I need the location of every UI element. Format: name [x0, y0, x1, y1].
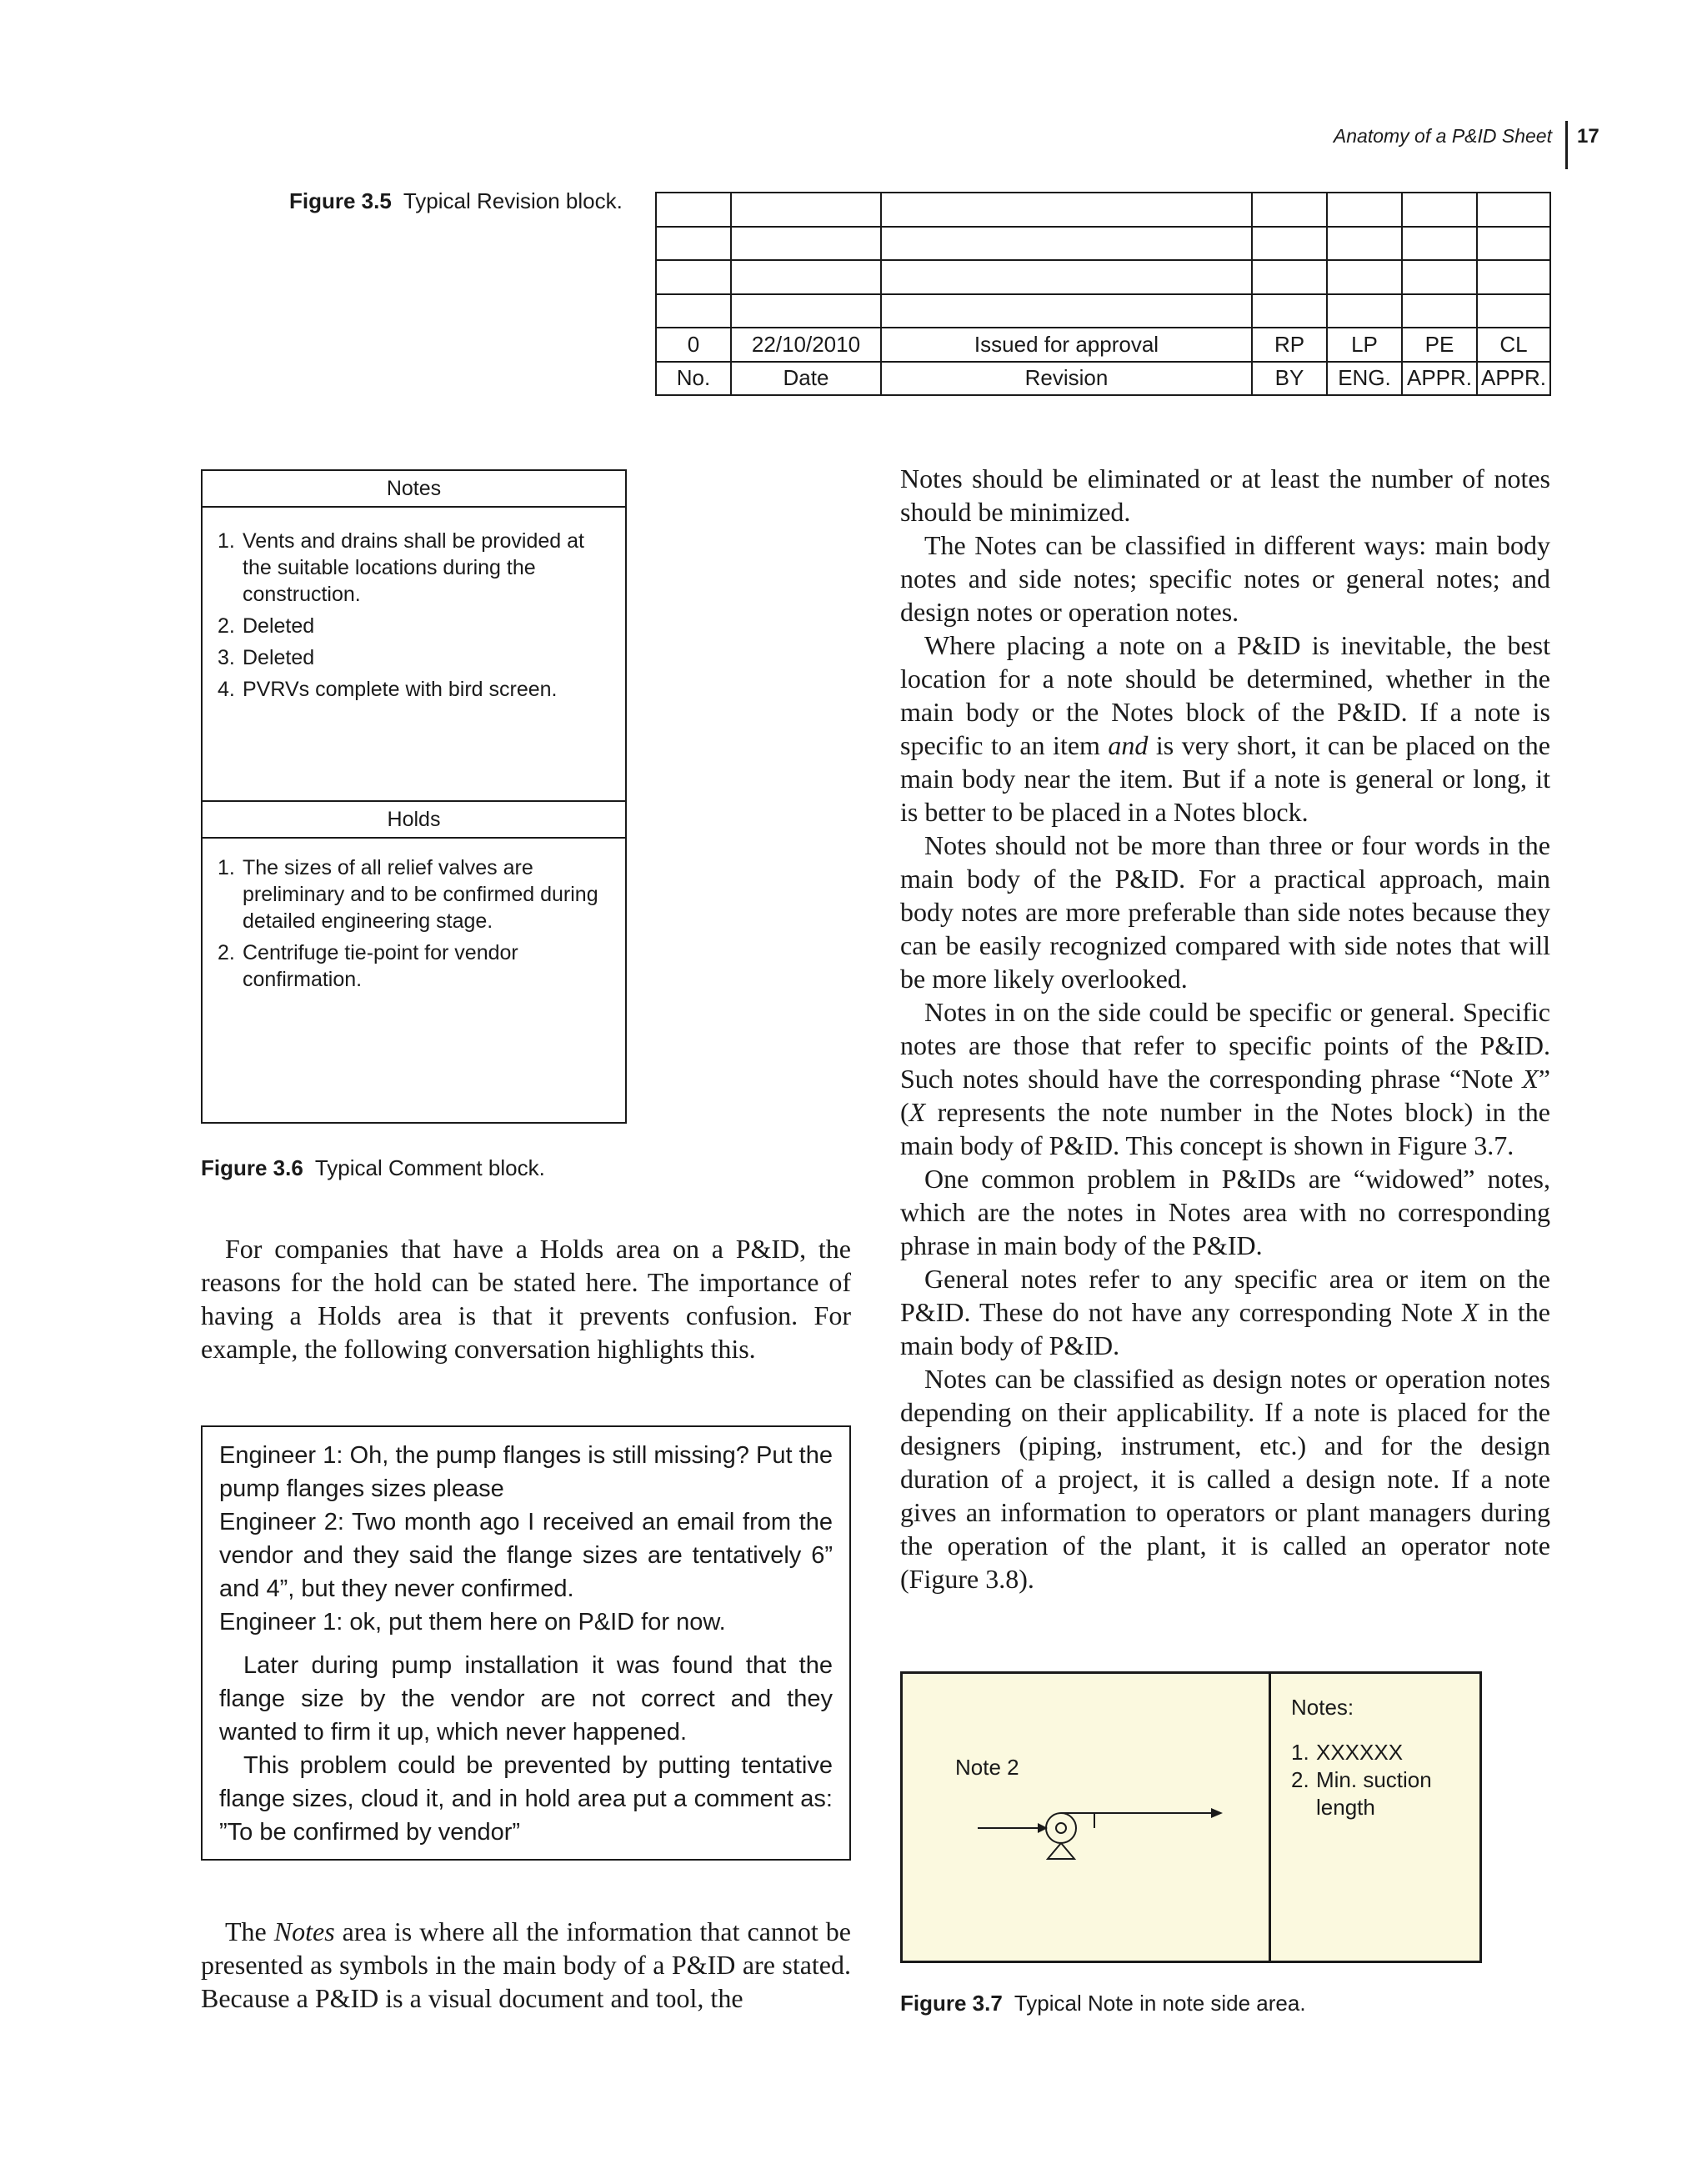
revision-cell: RP	[1252, 328, 1327, 362]
figure-3-5-caption-text: Typical Revision block.	[403, 188, 623, 213]
revision-cell	[1477, 193, 1550, 227]
revision-cell	[731, 193, 881, 227]
right-para-5-b: ” (	[900, 1064, 1550, 1127]
hold-item-text: Centrifuge tie-point for vendor confirmation.	[243, 941, 518, 991]
revision-cell: Date	[731, 362, 881, 396]
figure-3-6-caption	[201, 1155, 545, 1181]
note-side-figure	[900, 1671, 1482, 1963]
revision-cell: ENG.	[1327, 362, 1402, 396]
conversation-box	[201, 1425, 851, 1861]
right-para-3-em: and	[1108, 730, 1149, 760]
conversation-line-2: Engineer 2: Two month ago I received an email from the vendor and they said the flange sizes are tentatively 6” and 4”, but they never confirmed.	[219, 1509, 833, 1602]
side-notes-title: Notes:	[1291, 1695, 1354, 1720]
right-para-3-a: Where placing a note on a P&ID is inevitable, the best location for a note should be determined, whether in the main body or the Notes block of the P&ID. If a note is specific to an item	[900, 630, 1550, 760]
revision-cell	[656, 193, 731, 227]
revision-cell	[1477, 260, 1550, 294]
note-item-number: 3.	[218, 646, 235, 669]
side-note-item-text: Min. suction length	[1316, 1767, 1432, 1820]
hold-item-number: 2.	[218, 941, 235, 964]
conversation-line-1: Engineer 1: Oh, the pump flanges is still missing? Put the pump flanges sizes please	[219, 1442, 833, 1502]
discharge-arrowhead-icon	[1211, 1808, 1223, 1818]
revision-cell	[1252, 294, 1327, 328]
holds-header: Holds	[203, 802, 625, 839]
right-para-1: Notes should be eliminated or at least the number of notes should be minimized.	[900, 463, 1550, 527]
comment-block	[201, 469, 627, 1124]
note-item-number: 4.	[218, 678, 235, 701]
revision-cell: Issued for approval	[881, 328, 1252, 362]
revision-cell: BY	[1252, 362, 1327, 396]
revision-cell: No.	[656, 362, 731, 396]
right-para-5-a: Notes in on the side could be specific or general. Specific notes are those that refer to specific points of the P&ID. Such notes should have the corresponding phrase “Note	[900, 997, 1550, 1094]
revision-cell	[1477, 294, 1550, 328]
side-note-item-number: 1.	[1291, 1740, 1309, 1765]
revision-cell: 22/10/2010	[731, 328, 881, 362]
note-2-label: Note 2	[955, 1755, 1019, 1780]
right-para-6: One common problem in P&IDs are “widowed” notes, which are the notes in Notes area with no corresponding phrase in main body of the P&ID.	[900, 1164, 1550, 1260]
conversation-para-2: This problem could be prevented by putting tentative flange sizes, cloud it, and in hold area put a comment as: ”To be confirmed by vendor”	[219, 1752, 833, 1846]
pump-base	[1048, 1843, 1074, 1859]
right-para-5-c: represents the note number in the Notes block) in the main body of P&ID. This concept is shown in Figure 3.7.	[900, 1097, 1550, 1160]
revision-cell: CL	[1477, 328, 1550, 362]
right-para-5-em-1: X	[1522, 1064, 1539, 1094]
revision-cell	[731, 227, 881, 261]
side-note-item	[1291, 1739, 1474, 1766]
revision-row	[656, 193, 1550, 227]
figure-3-7-caption	[900, 1991, 1306, 2016]
revision-cell	[731, 260, 881, 294]
revision-cell	[1327, 227, 1402, 261]
figure-3-7-label: Figure 3.7	[900, 1991, 1003, 2016]
right-para-7-em: X	[1462, 1297, 1479, 1327]
revision-cell: LP	[1327, 328, 1402, 362]
page-number: 17	[1577, 125, 1599, 148]
right-para-2: The Notes can be classified in different ways: main body notes and side notes; specific notes or general notes; and design notes or operation notes.	[900, 530, 1550, 627]
revision-cell	[1252, 227, 1327, 261]
figure-3-5-label: Figure 3.5	[289, 188, 392, 213]
revision-row	[656, 227, 1550, 261]
note-item-text: Deleted	[243, 614, 315, 638]
revision-row	[656, 294, 1550, 328]
figure-3-7-caption-text: Typical Note in note side area.	[1014, 1991, 1306, 2016]
right-para-7-a: General notes refer to any specific area or item on the P&ID. These do not have any corresponding Note	[900, 1264, 1550, 1327]
right-para-3-b: is very short, it can be placed on the main body near the item. But if a note is general or long, it is better to be placed in a Notes block.	[900, 730, 1551, 827]
revision-row	[656, 328, 1550, 362]
figure-3-6-caption-text: Typical Comment block.	[314, 1155, 545, 1180]
conversation-para-1: Later during pump installation it was found that the flange size by the vendor are not correct and they wanted to firm it up, which never happened.	[219, 1652, 833, 1746]
revision-cell	[881, 294, 1252, 328]
notes-list	[218, 528, 613, 708]
side-note-item	[1291, 1766, 1474, 1821]
revision-cell: Revision	[881, 362, 1252, 396]
figure-3-6-label: Figure 3.6	[201, 1155, 303, 1180]
revision-cell: 0	[656, 328, 731, 362]
revision-cell	[1252, 193, 1327, 227]
note-item-text: Deleted	[243, 646, 315, 669]
right-para-7-b: in the main body of P&ID.	[900, 1297, 1551, 1360]
hold-item	[218, 854, 613, 934]
revision-table	[655, 192, 1551, 396]
right-para-5	[900, 995, 1550, 1162]
note-item	[218, 644, 613, 671]
revision-cell	[1402, 294, 1477, 328]
note-item	[218, 613, 613, 639]
right-para-7	[900, 1262, 1550, 1362]
holds-list	[218, 854, 613, 998]
revision-cell	[1402, 260, 1477, 294]
side-note-item-number: 2.	[1291, 1767, 1309, 1792]
hold-item-text: The sizes of all relief valves are preliminary and to be confirmed during detailed engineering stage.	[243, 856, 598, 933]
running-head: Anatomy of a P&ID Sheet	[1333, 125, 1552, 147]
revision-table-body	[656, 193, 1550, 395]
right-para-8: Notes can be classified as design notes or operation notes depending on their applicability. If a note is placed for the designers (piping, instrument, etc.) and for the design duration of a project, it is called a design note. If a note gives an information to operators or plant managers during the operation of the plant, it is called an operator note (Figure 3.8).	[900, 1364, 1550, 1594]
conversation-line-3: Engineer 1: ok, put them here on P&ID for now.	[219, 1609, 726, 1635]
revision-cell	[1252, 260, 1327, 294]
side-notes-list	[1291, 1739, 1474, 1821]
revision-cell	[1402, 227, 1477, 261]
notes-header: Notes	[203, 471, 625, 508]
notes-area-prefix: The	[225, 1916, 274, 1946]
note-item-text: PVRVs complete with bird screen.	[243, 678, 558, 701]
revision-cell	[656, 294, 731, 328]
revision-cell: APPR.	[1402, 362, 1477, 396]
revision-row	[656, 260, 1550, 294]
note-item	[218, 528, 613, 608]
notes-area-rest: area is where all the information that cannot be presented as symbols in the main body of a P&ID are stated. Because a P&ID is a visual document and tool, the	[201, 1916, 852, 2013]
holds-paragraph: For companies that have a Holds area on a P&ID, the reasons for the hold can be stated here. The importance of having a Holds area is that it prevents confusion. For example, the following conversation highlights this.	[201, 1234, 851, 1364]
notes-area-emphasis: Notes	[273, 1916, 335, 1946]
revision-cell	[1327, 260, 1402, 294]
hold-item	[218, 939, 613, 993]
revision-cell	[731, 294, 881, 328]
revision-cell	[881, 227, 1252, 261]
side-note-item-text: XXXXXX	[1316, 1740, 1404, 1765]
figure-3-5-caption	[289, 188, 623, 214]
revision-cell	[1327, 193, 1402, 227]
right-column	[900, 462, 1550, 1595]
right-para-4: Notes should not be more than three or four words in the main body of the P&ID. For a practical approach, main body notes are more preferable than side notes because they can be easily recognized compared with side notes that will be more likely overlooked.	[900, 830, 1550, 994]
revision-cell	[656, 227, 731, 261]
revision-cell	[1477, 227, 1550, 261]
hold-item-number: 1.	[218, 856, 235, 879]
note-item	[218, 676, 613, 703]
pump-impeller	[1056, 1823, 1066, 1833]
right-para-5-em-2: X	[909, 1097, 926, 1127]
note-item-number: 2.	[218, 614, 235, 638]
note-area-divider	[1269, 1674, 1271, 1961]
header-rule	[1565, 121, 1568, 169]
note-item-number: 1.	[218, 529, 235, 553]
revision-cell: PE	[1402, 328, 1477, 362]
right-para-3	[900, 629, 1550, 829]
revision-cell: APPR.	[1477, 362, 1550, 396]
pump-icon	[978, 1799, 1228, 1907]
pump-casing	[1046, 1813, 1076, 1843]
revision-cell	[656, 260, 731, 294]
note-item-text: Vents and drains shall be provided at the suitable locations during the construction.	[243, 529, 584, 606]
revision-cell	[881, 260, 1252, 294]
revision-cell	[1327, 294, 1402, 328]
revision-row	[656, 362, 1550, 396]
revision-cell	[1402, 193, 1477, 227]
notes-area-paragraph	[201, 1915, 851, 2015]
revision-cell	[881, 193, 1252, 227]
